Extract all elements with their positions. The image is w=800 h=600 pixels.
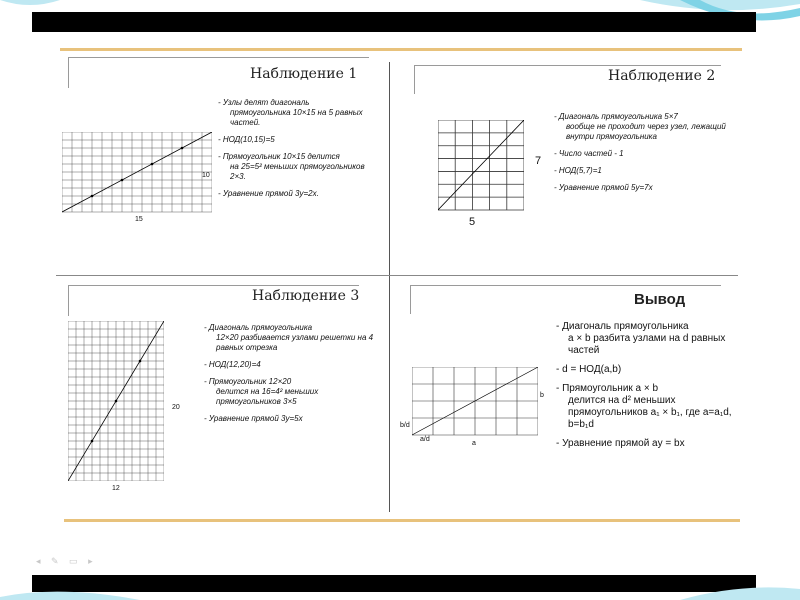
obs3-notes — [204, 323, 374, 431]
obs1-note-2: - НОД(10,15)=5 — [218, 135, 275, 144]
obs2-note-4: - Уравнение прямой 5y=7x — [554, 183, 653, 192]
obs1-notes — [218, 98, 378, 206]
obs2-note-1: - Диагональ прямоугольника 5×7 вообще не проходит через узел, лежащий внутри прямоугольника — [554, 112, 726, 141]
gold-rule-bottom — [64, 519, 740, 522]
obs3-title: Наблюдение 3 — [252, 288, 360, 304]
obs3-note-2: - НОД(12,20)=4 — [204, 360, 261, 369]
conclusion-note-1: - Диагональ прямоугольника a × b разбита узлами на d равных частей — [556, 321, 726, 356]
divider-vertical — [389, 62, 390, 512]
obs2-notes — [554, 112, 744, 200]
obs2-note-3: - НОД(5,7)=1 — [554, 166, 602, 175]
conclusion-note-2: - d = НОД(a,b) — [556, 364, 622, 375]
obs1-label-side: 10 — [202, 172, 210, 179]
grid1-node-dot — [91, 195, 94, 198]
obs2-note-2: - Число частей - 1 — [554, 149, 624, 158]
conclusion-label-side: b — [540, 392, 544, 399]
conclusion-note-4: - Уравнение прямой ay = bx — [556, 438, 685, 449]
grid1-node-dot — [151, 163, 154, 166]
obs2-label-bottom: 5 — [469, 216, 476, 228]
grid1-node-dot — [121, 179, 124, 182]
obs3-note-1: - Диагональ прямоугольника 12×20 разбивается узлами решетки на 4 равных отрезка — [204, 323, 374, 352]
slide — [32, 32, 756, 575]
slide-nav-controls[interactable]: ◂ ✎ ▭ ▸ — [36, 556, 97, 566]
obs3-grid — [68, 321, 164, 481]
decorative-swoosh-bottom — [0, 575, 800, 600]
grid3-node-dot — [91, 440, 94, 443]
divider-horizontal — [56, 275, 738, 276]
conclusion-grid — [412, 367, 538, 437]
obs1-note-3: - Прямоугольник 10×15 делится на 25=5² меньших прямоугольников 2×3. — [218, 152, 365, 181]
conclusion-label-ad: a/d — [420, 436, 430, 443]
grid1-node-dot — [181, 147, 184, 150]
conclusion-label-bottom: a — [472, 440, 476, 447]
grid3-node-dot — [139, 360, 142, 363]
conclusion-notes — [556, 321, 746, 457]
obs3-note-4: - Уравнение прямой 3y=5x — [204, 414, 303, 423]
obs3-note-3: - Прямоугольник 12×20 делится на 16=4² меньших прямоугольников 3×5 — [204, 377, 319, 406]
obs1-label-bottom: 15 — [135, 216, 143, 223]
top-black-bar — [32, 12, 756, 32]
obs2-title: Наблюдение 2 — [608, 68, 716, 84]
grid3-node-dot — [115, 400, 118, 403]
obs1-note-4: - Уравнение прямой 3y=2x. — [218, 189, 319, 198]
grid2-diagonal — [438, 120, 524, 210]
conclusion-title: Вывод — [634, 291, 686, 308]
gold-rule-top — [60, 48, 742, 51]
conclusion-label-bd: b/d — [400, 422, 410, 429]
obs2-grid — [438, 120, 524, 212]
obs3-label-bottom: 12 — [112, 485, 120, 492]
conclusion-note-3: - Прямоугольник a × b делится на d² меньших прямоугольников a₁ × b₁, где a=a₁d, b=b₁d — [556, 383, 732, 430]
obs2-label-side: 7 — [535, 155, 542, 167]
obs1-title: Наблюдение 1 — [250, 66, 358, 82]
obs1-note-1: - Узлы делят диагональ прямоугольника 10×15 на 5 равных частей. — [218, 98, 363, 127]
obs3-label-side: 20 — [172, 404, 180, 411]
